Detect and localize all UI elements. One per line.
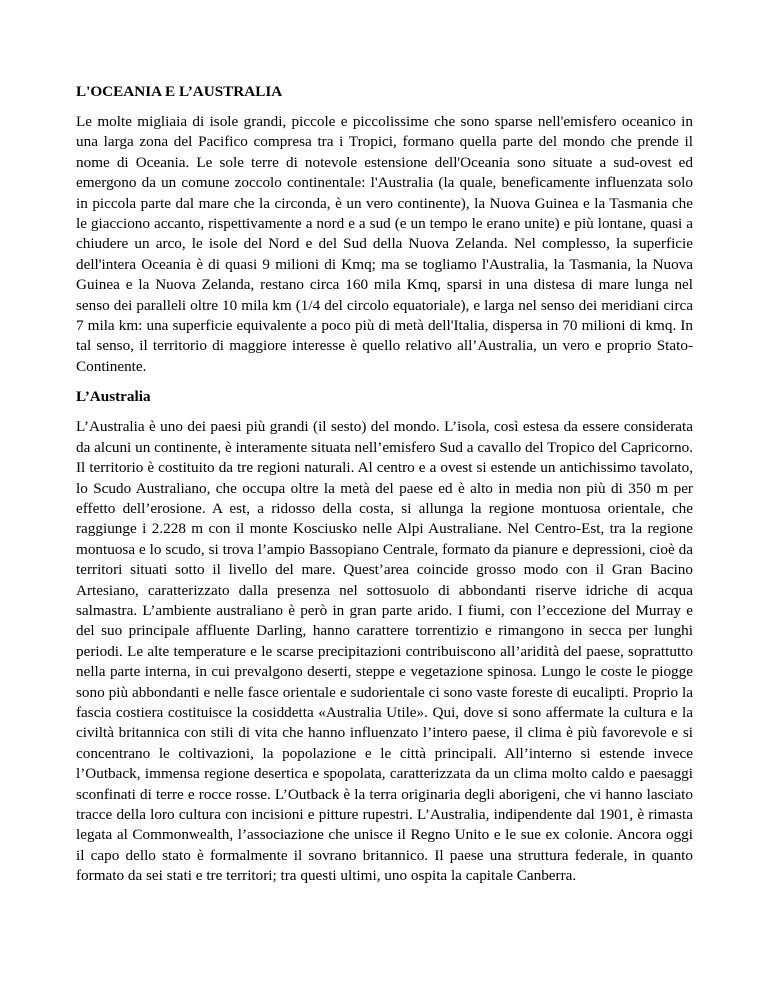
section-paragraph: L’Australia è uno dei paesi più grandi (il sesto) del mondo. L’isola, così estesa da essere considerata da alcuni un continente, è interamente situata nell’emisfero Sud a cavallo del Tropico del Capricorno. Il territorio è costituito da tre regioni naturali. Al centro e a ovest si estende un antichissimo tavolato, lo Scudo Australiano, che occupa oltre la metà del paese ed è alto in media non più di 350 m per effetto dell’erosione. A est, a ridosso della costa, si allunga la regione montuosa orientale, che raggiunge i 2.228 m con il monte Kosciusko nelle Alpi Australiane. Nel Centro-Est, tra la regione montuosa e lo scudo, si trova l’ampio Bassopiano Centrale, formato da pianure e depressioni, cioè da territori situati sotto il livello del mare. Quest’area coincide grosso modo con il Gran Bacino Artesiano, caratterizzato dalla presenza nel sottosuolo di abbondanti riserve idriche di acqua salmastra. L’ambiente australiano è però in gran parte arido. I fiumi, con l’eccezione del Murray e del suo principale affluente Darling, hanno carattere torrentizio e rimangono in secca per lunghi periodi. Le alte temperature e le scarse precipitazioni contribuiscono all’aridità del paese, soprattutto nella parte interna, in cui prevalgono deserti, steppe e vegetazione spinosa. Lungo le coste le piogge sono più abbondanti e nelle fasce orientale e sudorientale ci sono vaste foreste di eucalipti. Proprio la fascia costiera costituisce la cosiddetta «Australia Utile». Qui, dove si sono affermate la cultura e la civiltà britannica con stili di vita che hanno influenzato l’intero paese, il clima è più favorevole e si concentrano le coltivazioni, la popolazione e le città principali. All’interno si estende invece l’Outback, immensa regione desertica e spopolata, caratterizzata da un clima molto caldo e paesaggi sconfinati di terre e rocce rosse. L’Outback è la terra originaria degli aborigeni, che vi hanno lasciato tracce della loro cultura con incisioni e pitture rupestri. L’Australia, indipendente dal 1901, è rimasta legata al Commonwealth, l’associazione che unisce il Regno Unito e le sue ex colonie. Ancora oggi il capo dello stato è formalmente il sovrano britannico. Il paese una struttura federale, in quanto formato da sei stati e tre territori; tra questi ultimi, uno ospita la capitale Canberra. [76, 418, 693, 885]
document-title: L'OCEANIA E L’AUSTRALIA [76, 83, 283, 100]
document-page [76, 83, 693, 898]
section-heading: L’Australia [76, 388, 151, 406]
intro-paragraph: Le molte migliaia di isole grandi, piccole e piccolissime che sono sparse nell'emisfero oceanico in una larga zona del Pacifico compresa tra i Tropici, formano quella parte del mondo che prende il nome di Oceania. Le sole terre di notevole estensione dell'Oceania sono situate a sud-ovest ed emergono da un comune zoccolo continentale: l'Australia (la quale, beneficamente influenzata solo in piccola parte dal mare che la circonda, è un vero continente), la Nuova Guinea e la Tasmania che le giacciono accanto, rispettivamente a nord e a sud (e un tempo le erano unite) e più lontane, quasi a chiudere un arco, le isole del Nord e del Sud della Nuova Zelanda. Nel complesso, la superficie dell'intera Oceania è di quasi 9 milioni di Kmq; ma se togliamo l'Australia, la Tasmania, la Nuova Guinea e la Nuova Zelanda, restano circa 160 mila Kmq, sparsi in una distesa di mare lunga nel senso dei paralleli oltre 10 mila km (1/4 del circolo equatoriale), e larga nel senso dei meridiani circa 7 mila km: una superficie equivalente a poco più di metà dell'Italia, dispersa in 70 milioni di kmq. In tal senso, il territorio di maggiore interesse è quello relativo all’Australia, un vero e proprio Stato-Continente. [76, 113, 693, 375]
